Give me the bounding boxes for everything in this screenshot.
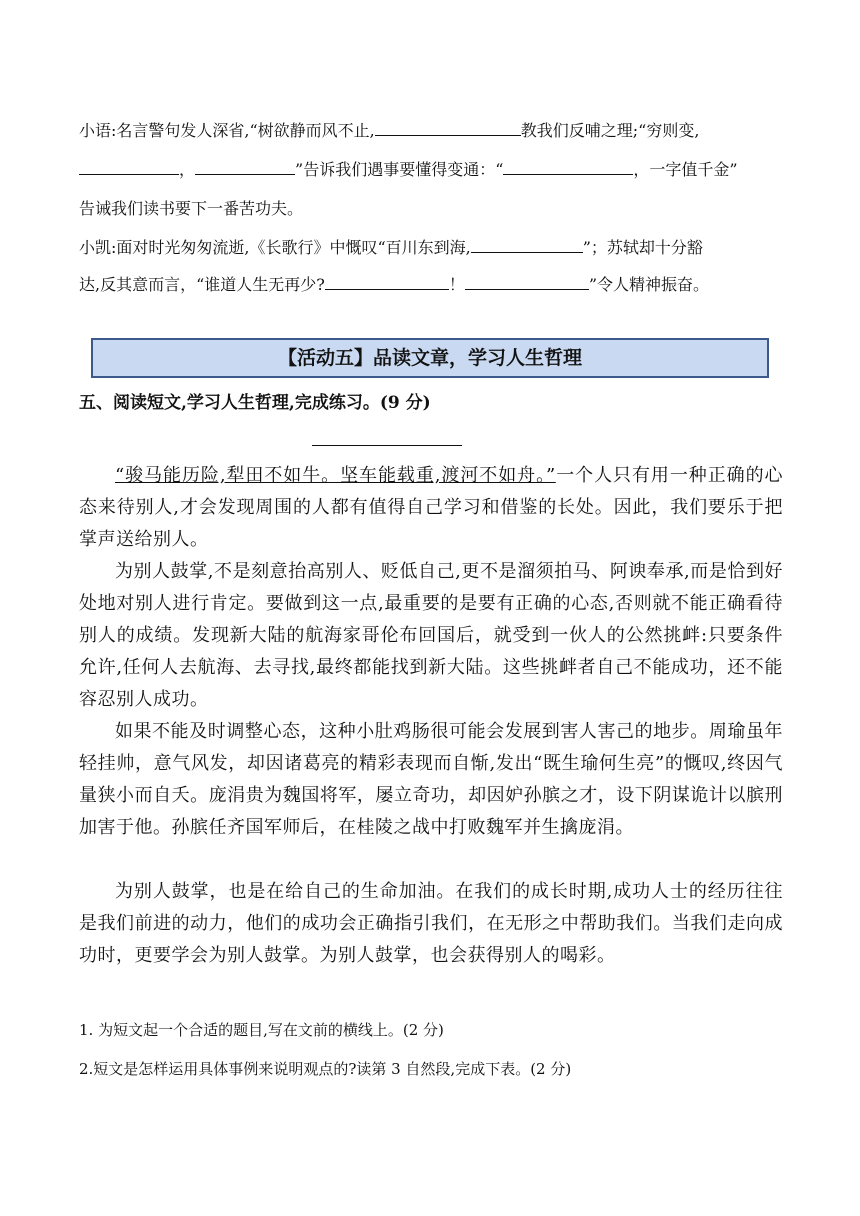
text: 教我们反哺之理;“穷则变, [520,121,700,140]
xiaokai-line-2 [79,273,709,296]
answer-blank[interactable] [503,158,633,175]
xiaoyu-line-1 [79,119,699,142]
answer-blank[interactable] [375,119,521,136]
text: ，一字值千金” [633,160,738,179]
text: ！ [448,275,465,294]
article-paragraph-3: 如果不能及时调整心态，这种小肚鸡肠很可能会发展到害人害己的地步。周瑜虽年轻挂帅，意气风发，却因诸葛亮的精彩表现而自惭,发出“既生瑜何生亮”的慨叹,终因气量狭小而自夭。庞涓贵为魏国将军，屡立奇功，却因妒孙膑之才，设下阴谋诡计以膑刑加害于他。孙膑任齐国军师后，在桂陵之战中打败魏军并生擒庞涓。 [79,721,783,838]
activity-banner: 【活动五】品读文章，学习人生哲理 [91,338,769,378]
text: 一个人只有用一种正确的心态来待别人,才会发现周围的人都有值得自己学习和借鉴的长处。因此，我们要乐于把掌声送给别人。 [79,465,783,550]
text: 达,反其意而言，“谁道人生无再少? [79,275,325,294]
xiaoyu-line-3: 告诫我们读书要下一番苦功夫。 [79,199,304,218]
answer-blank[interactable] [471,236,583,253]
answer-blank[interactable] [195,158,295,175]
text: 小凯:面对时光匆匆流逝,《长歌行》中慨叹“百川东到海, [79,238,471,257]
answer-blank[interactable] [79,158,179,175]
xiaokai-line-1 [79,236,703,259]
text: ， [179,160,196,179]
quote-text: “骏马能历险,犁田不如牛。坚车能载重,渡河不如舟。” [115,465,556,486]
article-paragraph-2: 为别人鼓掌,不是刻意抬高别人、贬低自己,更不是溜须拍马、阿谀奉承,而是恰到好处地对别人进行肯定。要做到这一点,最重要的是要有正确的心态,否则就不能正确看待别人的成绩。发现新大陆的航海家哥伦布回国后，就受到一伙人的公然挑衅:只要条件允许,任何人去航海、去寻找,最终都能找到新大陆。这些挑衅者自己不能成功，还不能容忍别人成功。 [79,561,783,710]
answer-blank[interactable] [325,273,449,290]
text: ”；苏轼却十分豁 [582,238,703,257]
article-paragraph-4: 为别人鼓掌，也是在给自己的生命加油。在我们的成长时期,成功人士的经历往往是我们前进的动力，他们的成功会正确指引我们，在无形之中帮助我们。当我们走向成功时，更要学会为别人鼓掌。为别人鼓掌，也会获得别人的喝彩。 [79,881,783,966]
text: ”告诉我们遇事要懂得变通：“ [295,160,504,179]
text: 小语:名言警句发人深省,“树欲静而风不止, [79,121,375,140]
question-2: 2.短文是怎样运用具体事例来说明观点的?读第 3 自然段,完成下表。(2 分) [79,1060,572,1078]
title-blank[interactable] [312,445,462,446]
article-paragraph-1 [79,460,783,556]
text: ”令人精神振奋。 [588,275,710,294]
question-1: 1. 为短文起一个合适的题目,写在文前的横线上。(2 分) [79,1021,444,1039]
xiaoyu-line-2 [79,158,738,181]
answer-blank[interactable] [465,273,589,290]
section-heading: 五、阅读短文,学习人生哲理,完成练习。(9 分) [79,393,431,413]
